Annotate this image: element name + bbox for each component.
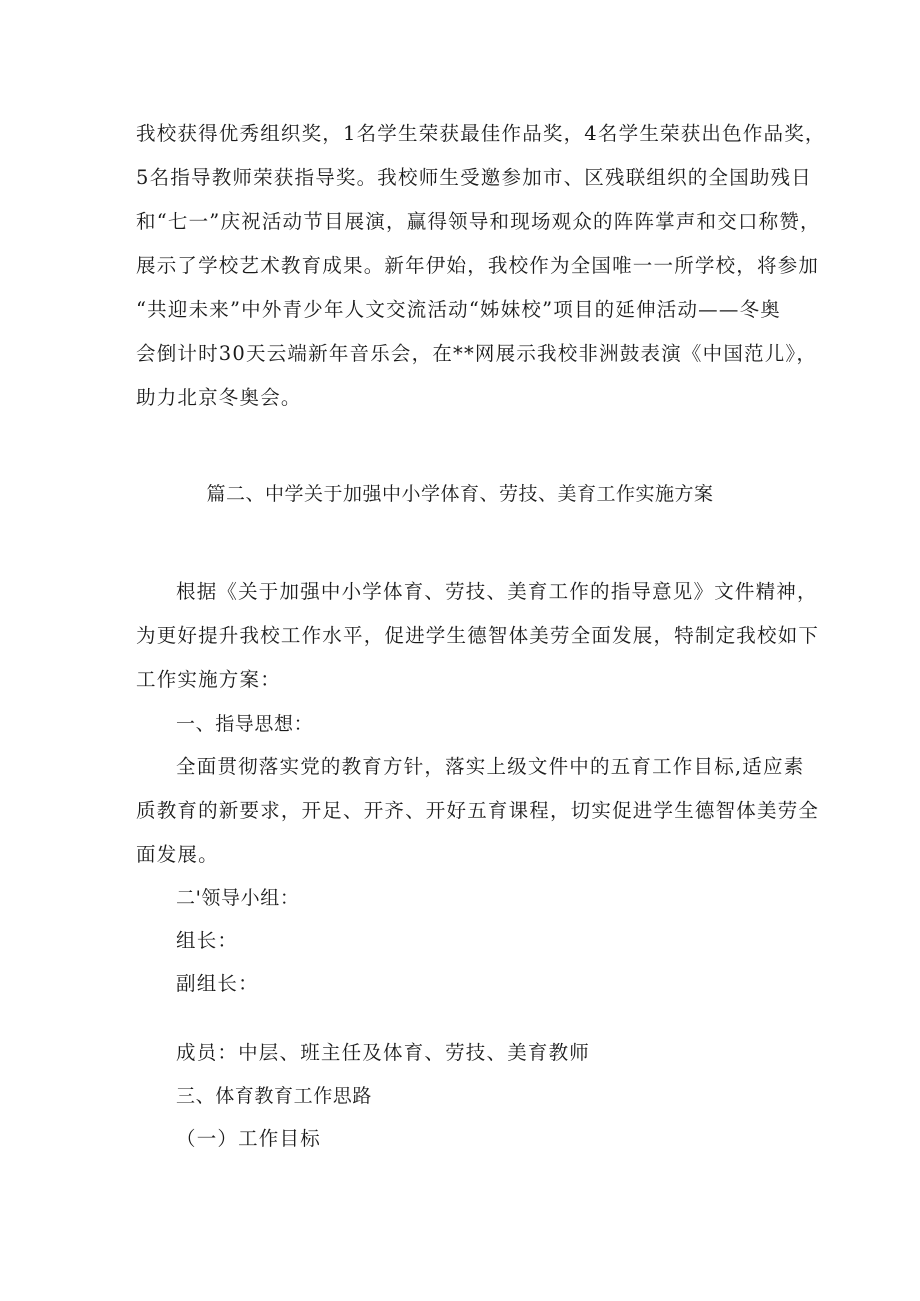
heading-guiding-ideology: 一、指导思想： [176,713,314,735]
members-label: 成员：中层、班主任及体育、劳技、美育教师 [176,1041,591,1064]
leader-label: 组长： [176,929,239,952]
vice-leader-label: 副组长： [176,972,259,995]
paragraph-line: 根据《关于加强中小学体育、劳技、美育工作的指导意见》文件精神， [176,580,818,603]
heading-leadership-group: 二'领导小组： [176,887,300,909]
paragraph-line: 展示了学校艺术教育成果。新年伊始，我校作为全国唯一一所学校，将参加 [136,254,820,277]
paragraph-line: 为更好提升我校工作水平，促进学生德智体美劳全面发展，特制定我校如下 [136,624,820,647]
section-title: 篇二、中学关于加强中小学体育、劳技、美育工作实施方案 [206,483,714,505]
paragraph-line: 面发展。 [136,843,219,866]
paragraph-line: 助力北京冬奥会。 [136,386,302,409]
paragraph-line: “共迎未来”中外青少年人文交流活动“姊妹校”项目的延伸活动——冬奥 [136,298,781,321]
paragraph-line: 我校获得优秀组织奖，1名学生荣获最佳作品奖，4名学生荣获出色作品奖， [136,122,826,145]
paragraph-line: 全面贯彻落实党的教育方针，落实上级文件中的五育工作目标,适应素 [176,755,805,778]
paragraph-line: 和“七一”庆祝活动节目展演，赢得领导和现场观众的阵阵掌声和交口称赞， [136,210,821,233]
paragraph-line: 工作实施方案： [136,668,281,691]
paragraph-line: 质教育的新要求，开足、开齐、开好五育课程，切实促进学生德智体美劳全 [136,799,820,822]
paragraph-line: 会倒计时30天云端新年音乐会，在**网展示我校非洲鼓表演《中国范儿》， [136,342,818,365]
subheading-work-goals: （一）工作目标 [176,1127,321,1150]
paragraph-line: 5名指导教师荣获指导奖。我校师生受邀参加市、区残联组织的全国助残日 [136,166,813,189]
heading-pe-work-ideas: 三、体育教育工作思路 [176,1085,373,1107]
